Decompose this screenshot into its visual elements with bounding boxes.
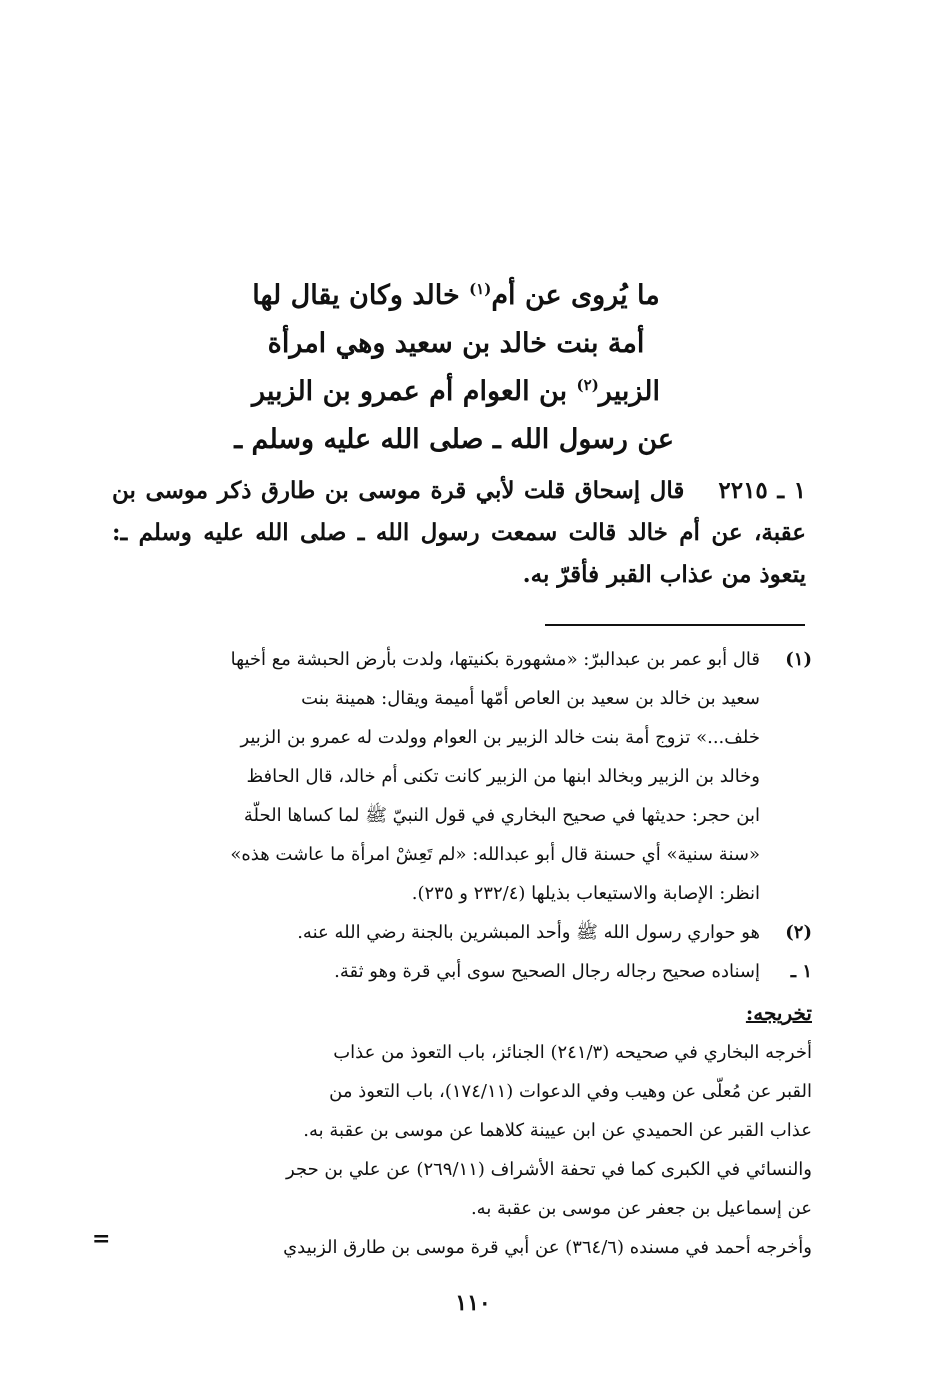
footnote-2	[112, 913, 812, 952]
footnote-1	[112, 640, 812, 913]
chapter-heading	[234, 272, 674, 464]
footnote-line: خلف...» تزوج أمة بنت خالد الزبير بن العوام وولدت له عمرو بن الزبير	[240, 727, 760, 748]
footnote-line: قال أبو عمر بن عبدالبرّ: «مشهورة بكنيتها، ولدت بأرض الحبشة مع أخيها	[230, 649, 760, 670]
footnote-line: «سنة سنية» أي حسنة قال أبو عبدالله: «لم تَعِشْ امرأة ما عاشت هذه»	[230, 844, 760, 865]
takhrij-line: عن إسماعيل بن جعفر عن موسى بن عقبة به.	[470, 1198, 812, 1219]
takhrij-line: القبر عن مُعلّى عن وهيب وفي الدعوات (١٧٤/١١)، باب التعوذ من	[329, 1081, 812, 1102]
footnote-line: إسناده صحيح رجاله رجال الصحيح سوى أبي قرة وهو ثقة.	[334, 961, 760, 982]
takhrij-line: والنسائي في الكبرى كما في تحفة الأشراف (٢٦٩/١١) عن علي بن حجر	[286, 1159, 812, 1180]
takhrij-label: تخريجه:	[745, 1001, 812, 1025]
heading-line-2: أمة بنت خالد بن سعيد وهي امرأة	[267, 328, 645, 359]
footnote-ref-2[interactable]: (٢)	[576, 376, 599, 394]
hadith-number: ١ ـ ٢٢١٥	[718, 477, 806, 504]
takhrij-line: أخرجه البخاري في صحيحه (٢٤١/٣) الجنائز، باب التعوذ من عذاب	[333, 1042, 812, 1063]
footnote-line: وخالد بن الزبير وبخالد ابنها من الزبير كانت تكنى أم خالد، قال الحافظ	[246, 766, 760, 787]
footnote-mark: ١ ـ	[790, 961, 812, 982]
footnote-line: ابن حجر: حديثها في صحيح البخاري في قول النبيّ ﷺ لما كساها الحلّة	[243, 805, 760, 826]
footnote-mark: (٢)	[785, 922, 812, 943]
footnote-line: هو حواري رسول الله ﷺ وأحد المبشرين بالجنة رضي الله عنه.	[297, 922, 760, 943]
hadith-text	[112, 470, 806, 596]
takhrij-line: وأخرجه أحمد في مسنده (٣٦٤/٦) عن أبي قرة موسى بن طارق الزبيدي	[283, 1237, 812, 1258]
heading-line-4: عن رسول الله ـ صلى الله عليه وسلم ـ	[234, 424, 674, 455]
footnote-ref-1[interactable]: (١)	[469, 280, 492, 298]
continuation-mark: =	[92, 1226, 111, 1252]
takhrij-line: عذاب القبر عن الحميدي عن ابن عيينة كلاهما عن موسى بن عقبة به.	[303, 1120, 812, 1141]
heading-line-3: الزبير$^{(٢)}$ بن العوام أم عمرو بن الزبير	[252, 376, 660, 407]
takhrij-section	[112, 992, 812, 1267]
hadith-body: قال إسحاق قلت لأبي قرة موسى بن طارق ذكر موسى بن عقبة، عن أم خالد قالت سمعت رسول الله ـ صلى الله عليه وسلم ـ: يتعوذ من عذاب القبر فأقرّ به.	[112, 477, 806, 588]
heading-line-1: ما يُروى عن أم$^{(١)}$ خالد وكان يقال لها	[252, 280, 660, 311]
page-number: ١١٠	[455, 1290, 491, 1316]
footnote-isnad	[112, 952, 812, 991]
footnote-line: انظر: الإصابة والاستيعاب بذيلها (٢٣٢/٤ و ٢٣٥).	[411, 883, 760, 904]
footnote-line: سعيد بن خالد بن سعيد بن العاص أمّها أميمة ويقال: همينة بنت	[301, 688, 760, 709]
footnotes	[112, 640, 812, 991]
footnote-mark: (١)	[785, 649, 812, 670]
footnote-divider	[545, 624, 805, 626]
